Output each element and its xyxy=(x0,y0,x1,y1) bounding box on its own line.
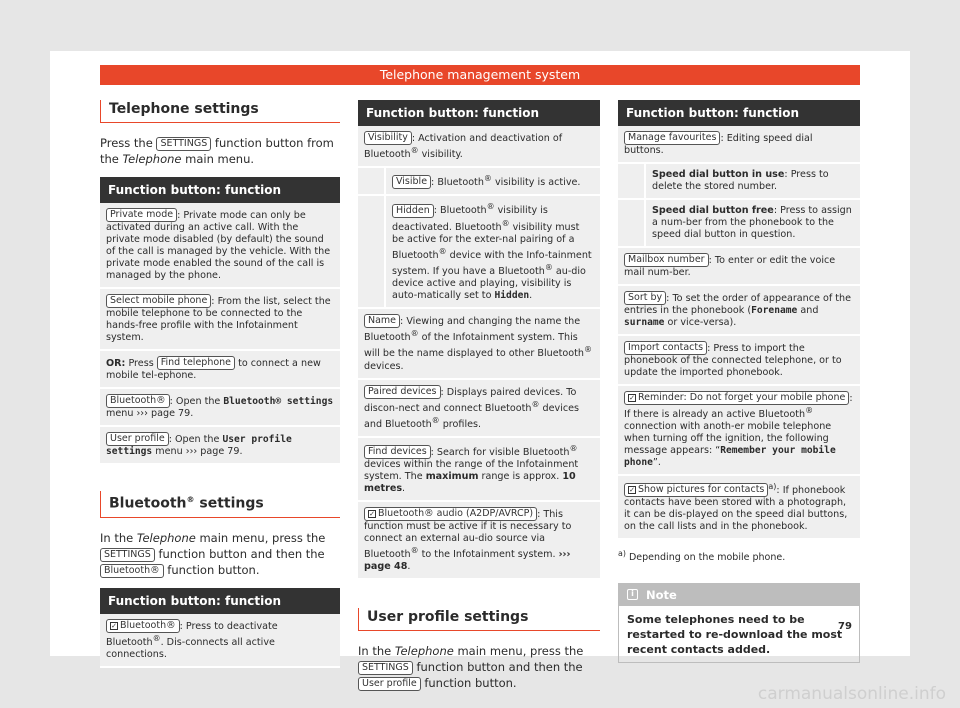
function-table-telephone xyxy=(100,203,340,465)
table-header: Function button: function xyxy=(618,100,860,126)
table-row-visibility: Visibility : Activation and deactivation of Bluetooth® visibility. xyxy=(358,126,600,168)
settings-key: SETTINGS xyxy=(100,548,155,562)
settings-key: SETTINGS xyxy=(358,661,413,675)
user-profile-key: User profile xyxy=(106,432,169,446)
paired-devices-key: Paired devices xyxy=(364,385,441,399)
footnote: $^{a)}$ Depending on the mobile phone. xyxy=(618,549,786,564)
table-row-private-mode: Private mode : Private mode can only be activated during an active call. With the private mode disabled (by default) the sound of the call is managed by the vehicle. With the private mode enabled the sound of the call is managed by the phone. xyxy=(100,203,340,289)
table-row-bluetooth-toggle: ✓ Bluetooth® : Press to deactivate Bluetooth®. Dis-connects all active connections. xyxy=(100,614,340,668)
table-row-hidden: Hidden : Bluetooth® visibility is deactivated. Bluetooth® visibility must be active for the exter-nal pairing of a Bluetooth® device with the Info-tainment system. If you have a Bluetooth® au-dio device active and playing, visibility is auto-matically set to Hidden. xyxy=(358,196,600,309)
bluetooth-checkbox-key: ✓ Bluetooth® xyxy=(106,619,180,633)
table-header: Function button: function xyxy=(100,177,340,203)
table-row-find-devices: Find devices : Search for visible Bluetooth® devices within the range of the Infotainment system. The maximum range is approx. 10 metres. xyxy=(358,438,600,502)
table-row-speed-dial-in-use: Speed dial button in use: Press to delete the stored number. xyxy=(618,164,860,200)
table-header: Function button: function xyxy=(358,100,600,126)
section-title-telephone-settings: Telephone settings xyxy=(100,100,340,123)
table-header: Function button: function xyxy=(100,588,340,614)
table-row-show-pictures: ✓ Show pictures for contacts $^{a)}$: If phonebook contacts have been stored with a photograph, it can be dis-played on the speed dial buttons, on the call lists and in the phonebook. xyxy=(618,476,860,540)
table-row-paired-devices: Paired devices : Displays paired devices. To discon-nect and connect Bluetooth® devices and Bluetooth® profiles. xyxy=(358,380,600,438)
table-row-visible: Visible : Bluetooth® visibility is active. xyxy=(358,168,600,196)
function-table-user-profile xyxy=(618,126,860,540)
table-row-manage-favourites: Manage favourites : Editing speed dial buttons. xyxy=(618,126,860,164)
page-number: 79 xyxy=(838,621,852,632)
manage-favourites-key: Manage favourites xyxy=(624,131,720,145)
sort-by-key: Sort by xyxy=(624,291,666,305)
table-row-mailbox-number: Mailbox number : To enter or edit the voice mail num-ber. xyxy=(618,248,860,286)
intro-user-profile: In the Telephone main menu, press the SETTINGS function button and then the User profile function button. xyxy=(358,644,584,691)
bluetooth-key: Bluetooth® xyxy=(100,564,164,578)
private-mode-key: Private mode xyxy=(106,208,177,222)
watermark-text: carmanualsonline.info xyxy=(757,684,946,704)
select-mobile-phone-key: Select mobile phone xyxy=(106,294,211,308)
show-pictures-key: ✓ Show pictures for contacts xyxy=(624,483,768,497)
table-row-reminder: ✓ Reminder: Do not forget your mobile phone : If there is already an active Bluetooth® connection with anoth-er mobile telephone when turning off the ignition, the following message appears: “Remember your mobile phone”. xyxy=(618,386,860,476)
column-user-profile-functions xyxy=(618,100,860,663)
reminder-key: ✓ Reminder: Do not forget your mobile phone xyxy=(624,391,849,405)
intro-bluetooth-settings: In the Telephone main menu, press the SETTINGS function button and then the Bluetooth® function button. xyxy=(100,530,326,577)
table-row-sort-by: Sort by : To set the order of appearance of the entries in the phonebook (Forename and surname or vice-versa). xyxy=(618,286,860,336)
checkbox-icon: ✓ xyxy=(629,394,635,402)
settings-key: SETTINGS xyxy=(156,137,211,151)
table-row-user-profile: User profile : Open the User profile settings menu ››› page 79. xyxy=(100,427,340,465)
table-row-import-contacts: Import contacts : Press to import the phonebook of the connected telephone, or to update the imported phonebook. xyxy=(618,336,860,386)
bluetooth-key: Bluetooth® xyxy=(106,394,170,408)
checkbox-icon: ✓ xyxy=(369,510,375,519)
column-bluetooth-functions xyxy=(358,100,600,701)
table-row-speed-dial-free: Speed dial button free: Press to assign a num-ber from the phonebook to the speed dial button in question. xyxy=(618,200,860,248)
find-telephone-key: Find telephone xyxy=(157,356,235,370)
checkbox-icon: ✓ xyxy=(629,486,635,495)
visible-key: Visible xyxy=(392,175,431,189)
mailbox-number-key: Mailbox number xyxy=(624,253,709,267)
import-contacts-key: Import contacts xyxy=(624,341,707,355)
name-key: Name xyxy=(364,314,400,328)
find-devices-key: Find devices xyxy=(364,445,431,459)
function-table-bluetooth-options xyxy=(358,126,600,580)
section-title-user-profile: User profile settings xyxy=(358,608,600,631)
table-row-select-mobile: Select mobile phone : From the list, select the mobile telephone to be connected to the hands-free profile with the Infotainment system. xyxy=(100,289,340,351)
table-row-bluetooth: Bluetooth® : Open the Bluetooth® settings menu ››› page 79. xyxy=(100,389,340,427)
visibility-key: Visibility xyxy=(364,131,412,145)
function-table-bluetooth xyxy=(100,614,340,668)
checkbox-icon: ✓ xyxy=(111,621,117,630)
intro-telephone-settings: Press the SETTINGS function button from the Telephone main menu. xyxy=(100,136,334,166)
column-telephone-settings xyxy=(100,100,340,668)
chapter-header: Telephone management system xyxy=(100,65,860,85)
bluetooth-audio-key: ✓ Bluetooth® audio (A2DP/AVRCP) xyxy=(364,507,537,521)
user-profile-key: User profile xyxy=(358,677,421,691)
hidden-key: Hidden xyxy=(392,204,434,218)
section-title-bluetooth-settings: Bluetooth® settings xyxy=(100,491,340,518)
table-row-find-telephone: OR: Press Find telephone to connect a new mobile tel-ephone. xyxy=(100,351,340,389)
table-row-name: Name : Viewing and changing the name the Bluetooth® of the Infotainment system. This will be the name displayed to other Bluetooth® devices. xyxy=(358,309,600,379)
info-icon: i xyxy=(627,589,638,600)
table-row-bluetooth-audio: ✓ Bluetooth® audio (A2DP/AVRCP) : This function must be active if it is necessary to connect an external au-dio source via Bluetooth® to the Infotainment system. ››› page 48. xyxy=(358,502,600,580)
note-box: i Note Some telephones need to be restarted to re-download the most recent contacts added. xyxy=(618,583,860,663)
